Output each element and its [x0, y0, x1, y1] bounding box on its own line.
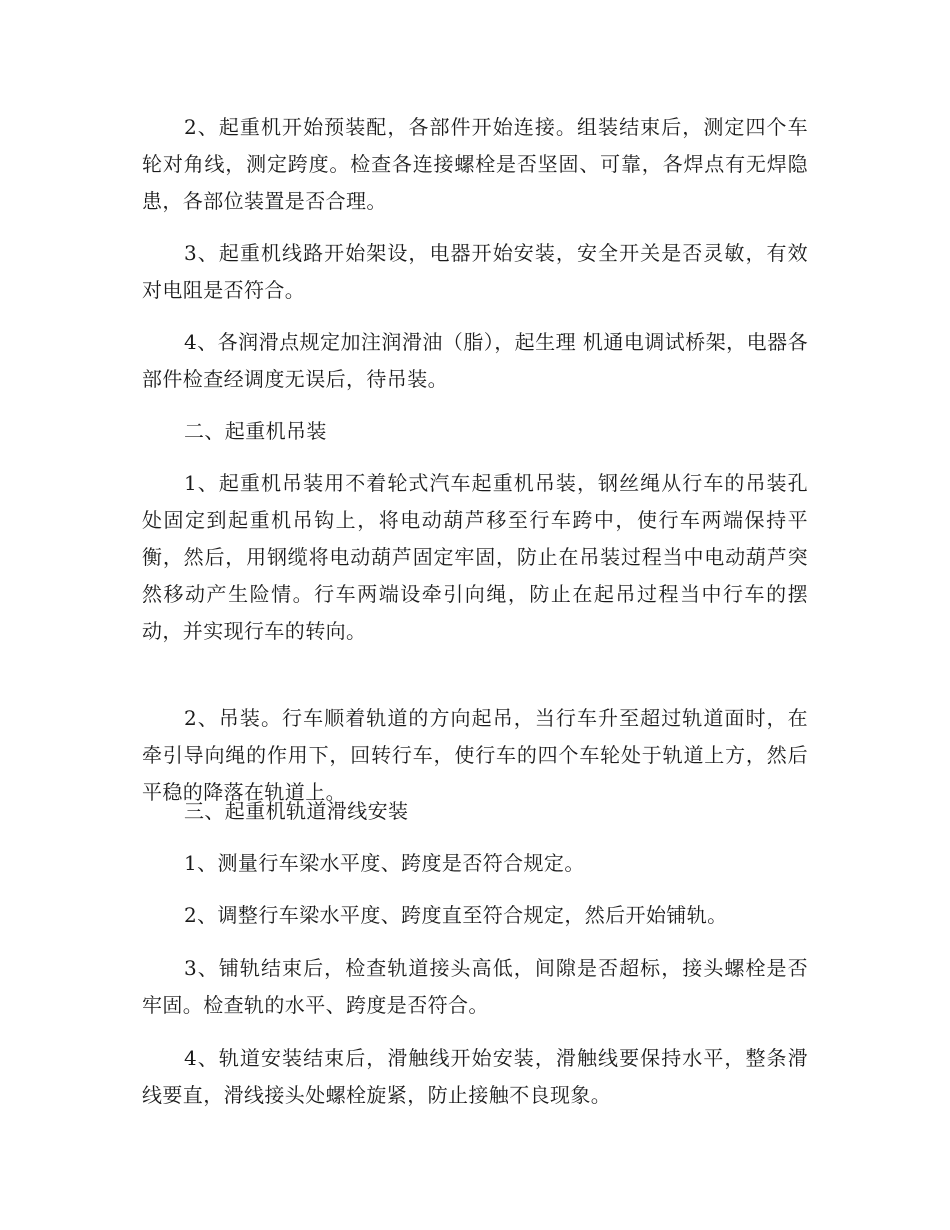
paragraph-trolley-line: 4、轨道安装结束后，滑触线开始安装，滑触线要保持水平，整条滑线要直，滑线接头处螺栓旋紧，防止接触不良现象。 — [142, 1046, 808, 1107]
paragraph-wiring: 3、起重机线路开始架设，电器开始安装，安全开关是否灵敏，有效对电阻是否符合。 — [142, 241, 808, 302]
paragraph-hoisting-method: 1、起重机吊装用不着轮式汽车起重机吊装，钢丝绳从行车的吊装孔处固定到起重机吊钩上，将电动葫芦移至行车跨中，使行车两端保持平衡，然后，用钢缆将电动葫芦固定牢固，防止在吊装过程当中电动葫芦突然移动产生险情。行车两端设牵引向绳，防止在起吊过程当中行车的摆动，并实现行车的转向。 — [142, 471, 808, 643]
paragraph-lubrication: 4、各润滑点规定加注润滑油（脂），起生理 机通电调试桥架，电器各部件检查经调度无误后，待吊装。 — [142, 330, 808, 391]
paragraph-hoisting-procedure: 2、吊装。行车顺着轨道的方向起吊，当行车升至超过轨道面时，在牵引导向绳的作用下，回转行车，使行车的四个车轮处于轨道上方，然后平稳的降落在轨道上。 — [142, 706, 808, 804]
paragraph-preassembly: 2、起重机开始预装配，各部件开始连接。组装结束后，测定四个车轮对角线，测定跨度。检查各连接螺栓是否坚固、可靠，各焊点有无焊隐患，各部位装置是否合理。 — [142, 115, 808, 213]
section-heading-rail-installation: 三、起重机轨道滑线安装 — [184, 799, 409, 823]
paragraph-measure-beam: 1、测量行车梁水平度、跨度是否符合规定。 — [184, 851, 585, 875]
section-heading-hoisting: 二、起重机吊装 — [184, 419, 327, 443]
paragraph-adjust-beam: 2、调整行车梁水平度、跨度直至符合规定，然后开始铺轨。 — [184, 903, 728, 927]
paragraph-rail-inspection: 3、铺轨结束后，检查轨道接头高低，间隙是否超标，接头螺栓是否牢固。检查轨的水平、跨度是否符合。 — [142, 956, 808, 1017]
